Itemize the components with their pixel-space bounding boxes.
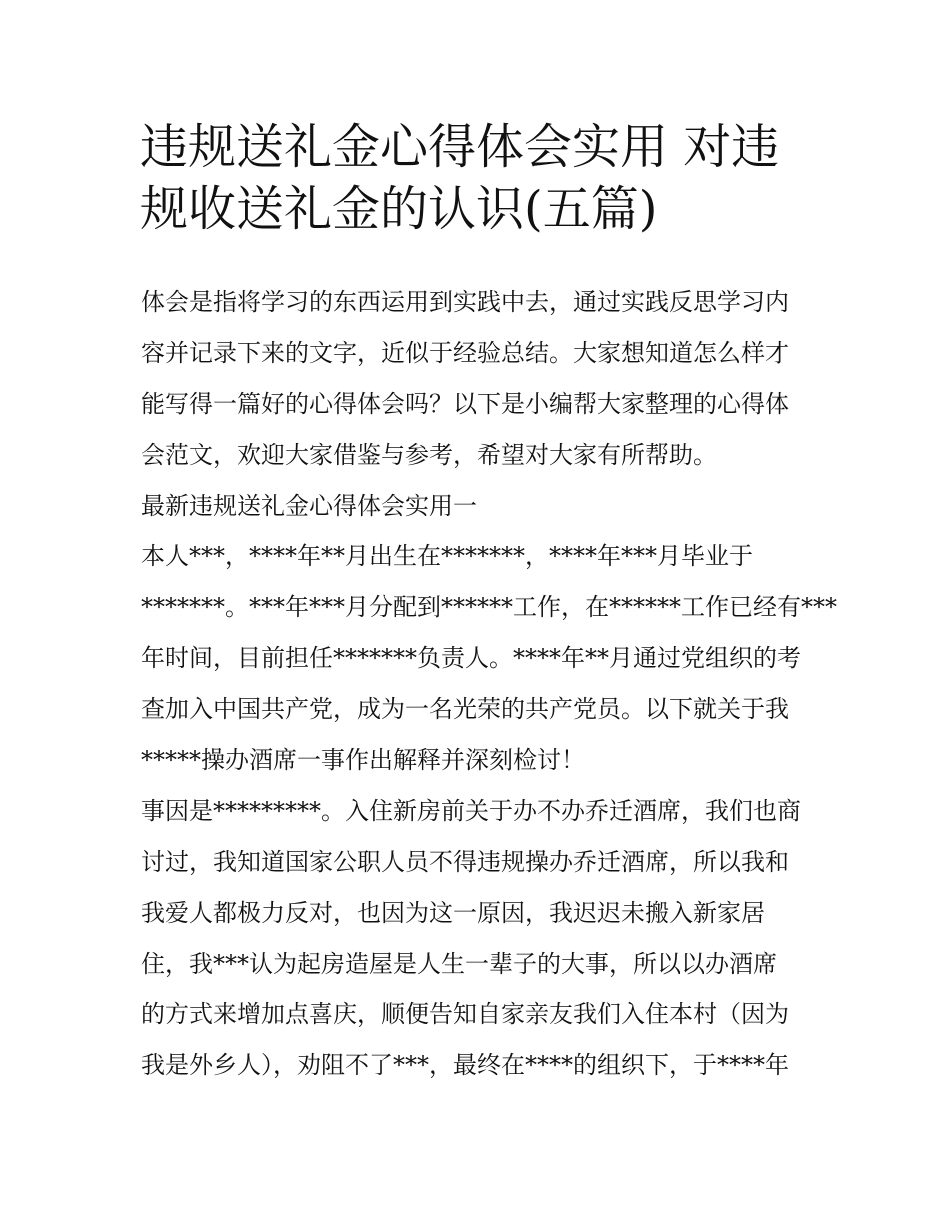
body-line-11: 事因是*********。入住新房前关于办不办乔迁酒席，我们也商 xyxy=(141,796,801,825)
body-line-16: 我是外乡人），劝阻不了***，最终在****的组织下，于****年 xyxy=(141,1051,789,1080)
body-line-2: 容并记录下来的文字，近似于经验总结。大家想知道怎么样才 xyxy=(141,338,789,367)
section-heading: 最新违规送礼金心得体会实用一 xyxy=(141,491,477,520)
body-line-6: 本人***，****年**月出生在*******，****年***月毕业于 xyxy=(141,542,753,571)
body-line-13: 我爱人都极力反对，也因为这一原因，我迟迟未搬入新家居 xyxy=(141,898,765,927)
body-line-15: 的方式来增加点喜庆，顺便告知自家亲友我们入住本村（因为 xyxy=(141,1000,789,1029)
document-title xyxy=(140,116,820,240)
body-line-8: 年时间，目前担任*******负责人。****年**月通过党组织的考 xyxy=(141,644,801,673)
body-line-3: 能写得一篇好的心得体会吗？以下是小编帮大家整理的心得体 xyxy=(141,389,789,418)
document-body xyxy=(141,280,837,1094)
title-line-1: 违规送礼金心得体会实用 对违 xyxy=(140,119,780,175)
body-line-14: 住，我***认为起房造屋是人生一辈子的大事，所以以办酒席 xyxy=(141,949,777,978)
body-line-12: 讨过，我知道国家公职人员不得违规操办乔迁酒席，所以我和 xyxy=(141,847,789,876)
body-line-4: 会范文，欢迎大家借鉴与参考，希望对大家有所帮助。 xyxy=(141,440,717,469)
body-line-10: *****操办酒席一事作出解释并深刻检讨！ xyxy=(141,746,585,775)
body-line-9: 查加入中国共产党，成为一名光荣的共产党员。以下就关于我 xyxy=(141,695,789,724)
body-line-7: *******。***年***月分配到******工作，在******工作已经有*** xyxy=(141,593,837,622)
title-line-2: 规收送礼金的认识(五篇) xyxy=(140,181,658,237)
body-line-1: 体会是指将学习的东西运用到实践中去，通过实践反思学习内 xyxy=(141,288,789,316)
